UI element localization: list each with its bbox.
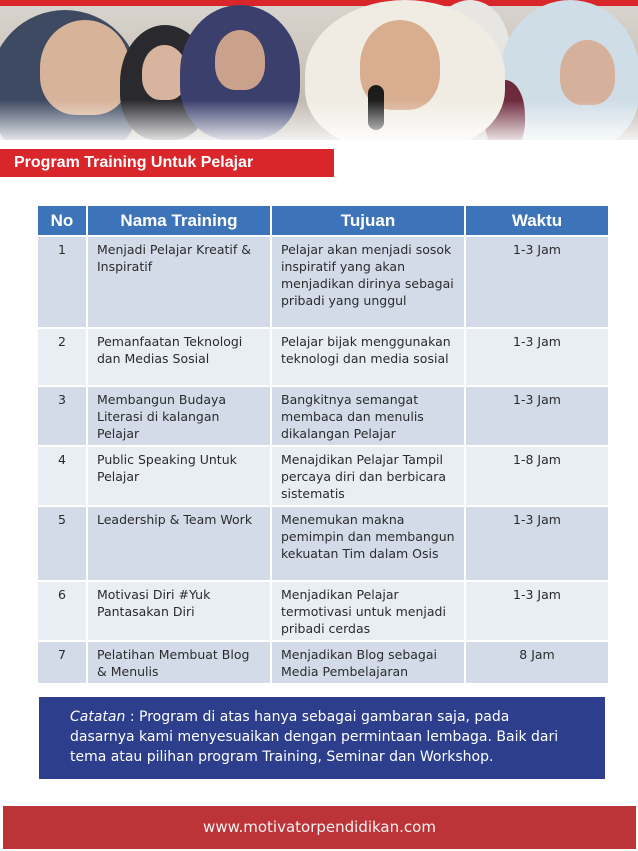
row-training-name: Public Speaking Untuk Pelajar bbox=[87, 446, 271, 506]
row-training-name: Leadership & Team Work bbox=[87, 506, 271, 581]
header-training-name: Nama Training bbox=[87, 205, 271, 236]
table-row bbox=[37, 386, 609, 446]
table-row bbox=[37, 506, 609, 581]
row-time: 1-3 Jam bbox=[465, 386, 609, 446]
header-no: No bbox=[37, 205, 87, 236]
table-row bbox=[37, 581, 609, 641]
note-box bbox=[39, 697, 605, 779]
table-row bbox=[37, 328, 609, 386]
row-time: 1-3 Jam bbox=[465, 236, 609, 328]
training-table bbox=[36, 204, 610, 685]
row-time: 1-3 Jam bbox=[465, 506, 609, 581]
row-training-name: Pemanfaatan Teknologi dan Medias Sosial bbox=[87, 328, 271, 386]
table-row bbox=[37, 641, 609, 684]
table-header-row bbox=[37, 205, 609, 236]
note-label: Catatan bbox=[70, 709, 126, 725]
row-goal: Menjadikan Pelajar termotivasi untuk menjadi pribadi cerdas bbox=[271, 581, 465, 641]
row-no: 3 bbox=[37, 386, 87, 446]
row-time: 1-8 Jam bbox=[465, 446, 609, 506]
row-training-name: Menjadi Pelajar Kreatif & Inspiratif bbox=[87, 236, 271, 328]
row-time: 1-3 Jam bbox=[465, 581, 609, 641]
photo-student-face bbox=[560, 40, 615, 105]
table-row bbox=[37, 236, 609, 328]
photo-student-face bbox=[215, 30, 265, 90]
row-training-name: Membangun Budaya Literasi di kalangan Pelajar bbox=[87, 386, 271, 446]
row-no: 2 bbox=[37, 328, 87, 386]
header-time: Waktu bbox=[465, 205, 609, 236]
row-time: 8 Jam bbox=[465, 641, 609, 684]
header-photo-banner bbox=[0, 0, 638, 140]
row-goal: Menajdikan Pelajar Tampil percaya diri dan berbicara sistematis bbox=[271, 446, 465, 506]
row-no: 5 bbox=[37, 506, 87, 581]
row-training-name: Motivasi Diri #Yuk Pantasakan Diri bbox=[87, 581, 271, 641]
row-no: 7 bbox=[37, 641, 87, 684]
table-row bbox=[37, 446, 609, 506]
note-text: : Program di atas hanya sebagai gambaran saja, pada dasarnya kami menyesuaikan dengan permintaan lembaga. Baik dari tema atau pilihan program Training, Seminar dan Workshop. bbox=[70, 709, 559, 765]
section-title: Program Training Untuk Pelajar bbox=[0, 149, 334, 177]
header-goal: Tujuan bbox=[271, 205, 465, 236]
row-goal: Menemukan makna pemimpin dan membangun kekuatan Tim dalam Osis bbox=[271, 506, 465, 581]
row-no: 4 bbox=[37, 446, 87, 506]
row-time: 1-3 Jam bbox=[465, 328, 609, 386]
row-goal: Menjadikan Blog sebagai Media Pembelajaran bbox=[271, 641, 465, 684]
row-no: 6 bbox=[37, 581, 87, 641]
row-goal: Pelajar akan menjadi sosok inspiratif yang akan menjadikan dirinya sebagai pribadi yang unggul bbox=[271, 236, 465, 328]
footer-bar bbox=[3, 806, 636, 849]
footer-website-link[interactable]: www.motivatorpendidikan.com bbox=[203, 818, 436, 836]
banner-fade bbox=[0, 100, 638, 140]
row-goal: Bangkitnya semangat membaca dan menulis dikalangan Pelajar bbox=[271, 386, 465, 446]
row-training-name: Pelatihan Membuat Blog & Menulis bbox=[87, 641, 271, 684]
row-goal: Pelajar bijak menggunakan teknologi dan media sosial bbox=[271, 328, 465, 386]
row-no: 1 bbox=[37, 236, 87, 328]
